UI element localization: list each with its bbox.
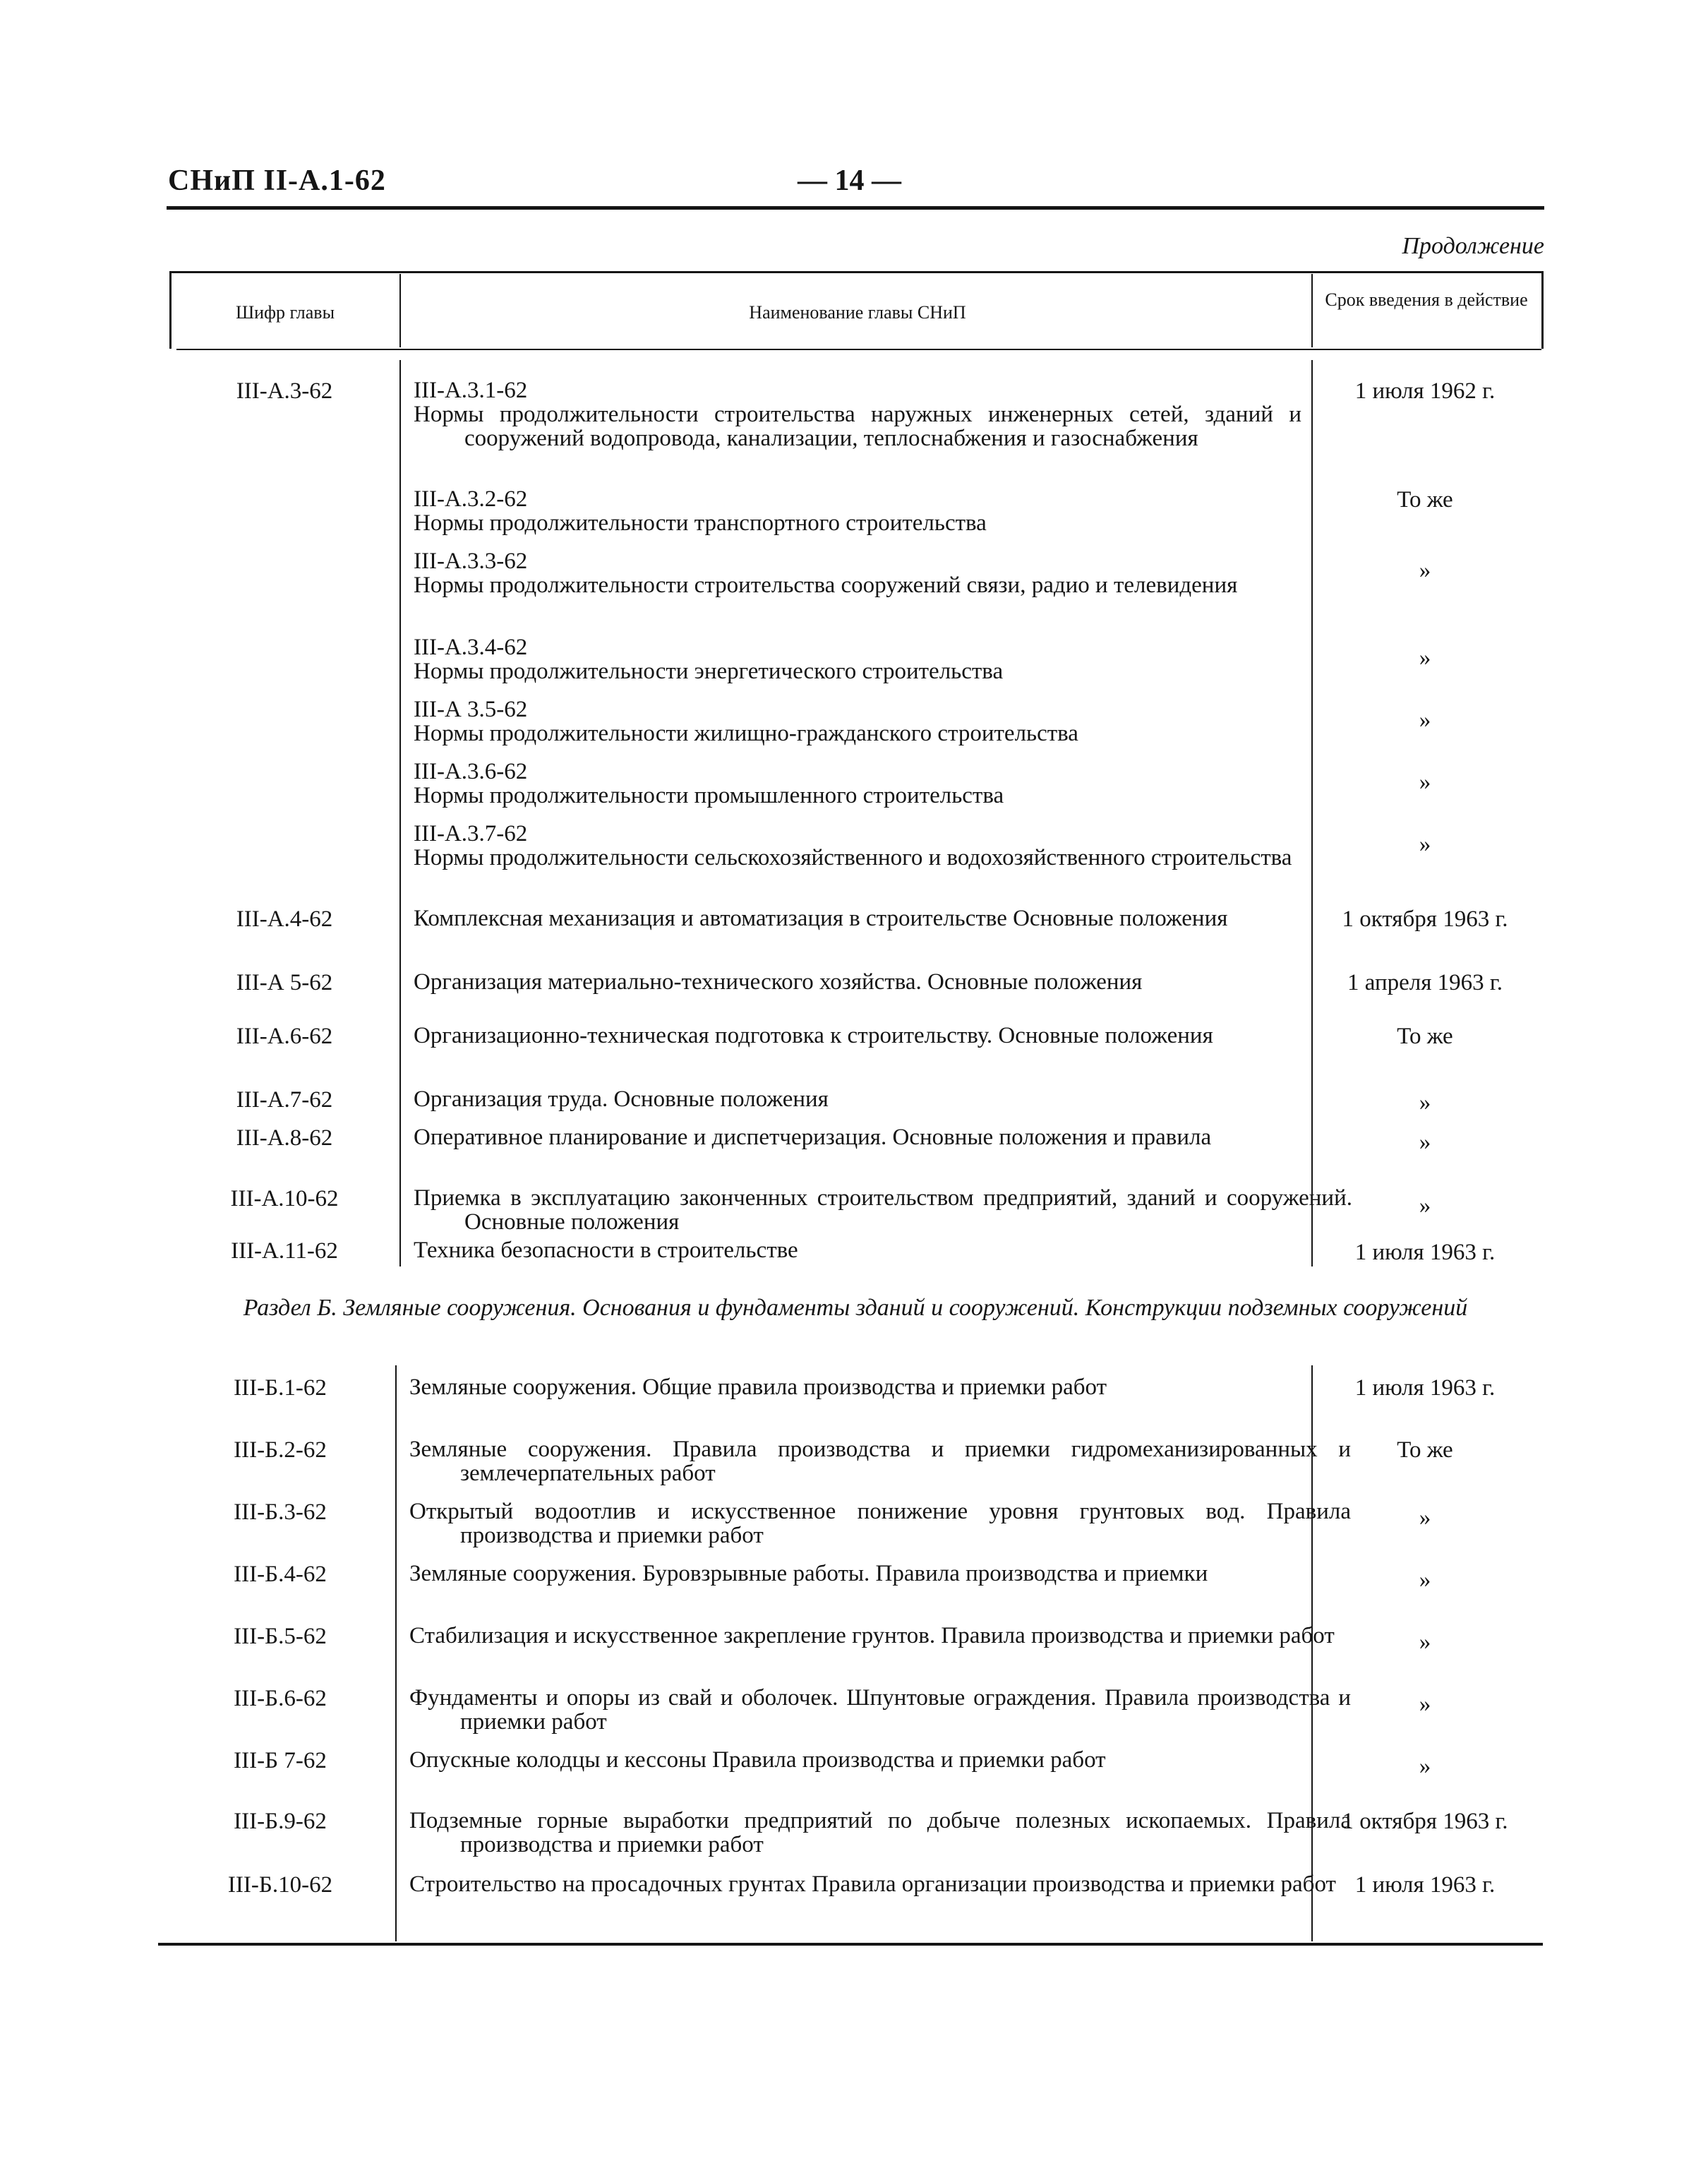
chapter-title: Нормы продолжительности строительства сооружений связи, радио и телевидения (414, 573, 1238, 598)
column-header-name: Наименование главы СНиП (749, 302, 966, 323)
sub-code: III-А.3.6-62 (414, 759, 528, 784)
effective-date: » (1419, 645, 1431, 671)
effective-date: » (1419, 1629, 1431, 1655)
column-divider (399, 274, 401, 347)
sub-code: III-А 3.5-62 (414, 697, 528, 722)
column-header-code: Шифр главы (235, 302, 335, 323)
chapter-title: Земляные сооружения. Правила производства и приемки гидромеханизированных и землечерпательных работ (409, 1437, 1351, 1486)
table-left-border (169, 271, 172, 349)
effective-date: » (1419, 1193, 1431, 1218)
table-right-border (1541, 271, 1544, 349)
table-row-code: III-А.8-62 (236, 1125, 333, 1151)
column-header-date: Срок введения в действие (1325, 289, 1528, 310)
chapter-title: Организация материально-технического хозяйства. Основные положения (414, 969, 1143, 995)
table-row (414, 760, 1301, 808)
table-row-code: III-А.7-62 (236, 1087, 333, 1113)
table-row (414, 549, 1301, 597)
sub-code: III-А.3.2-62 (414, 486, 528, 512)
effective-date: » (1419, 832, 1431, 857)
effective-date: 1 июля 1963 г. (1354, 1240, 1496, 1265)
chapter-title: Оперативное планирование и диспетчеризация. Основные положения и правила (414, 1125, 1212, 1150)
sub-code: III-А.3.4-62 (414, 635, 528, 660)
effective-date: » (1419, 558, 1431, 583)
effective-date: » (1419, 707, 1431, 733)
table-row-code: III-Б.1-62 (234, 1375, 327, 1401)
chapter-title: Открытый водоотлив и искусственное понижение уровня грунтовых вод. Правила производства и приемки работ (409, 1499, 1351, 1548)
effective-date: То же (1397, 1437, 1453, 1463)
chapter-title: Строительство на просадочных грунтах Правила организации производства и приемки работ (409, 1871, 1336, 1897)
table-row-code: III-Б.9-62 (234, 1809, 327, 1834)
chapter-title: Техника безопасности в строительстве (414, 1238, 798, 1263)
effective-date: » (1419, 769, 1431, 795)
page-number: — 14 — (798, 164, 901, 197)
table-row-code: III-Б.4-62 (234, 1562, 327, 1587)
effective-date: 1 июля 1963 г. (1354, 1872, 1496, 1898)
effective-date: 1 октября 1963 г. (1342, 1809, 1508, 1834)
table-row-code: III-Б 7-62 (234, 1748, 327, 1773)
table-row (414, 697, 1301, 745)
table-header-rule (176, 349, 1541, 350)
chapter-title: Нормы продолжительности промышленного строительства (414, 783, 1004, 808)
document-code: СНиП II-А.1-62 (168, 164, 386, 197)
table-row-code: III-А.11-62 (231, 1238, 338, 1264)
table-row (414, 822, 1301, 870)
table-row (414, 487, 1301, 535)
chapter-title: Нормы продолжительности транспортного строительства (414, 510, 987, 536)
section-heading: Раздел Б. Земляные сооружения. Основания и фундаменты зданий и сооружений. Конструкции подземных сооружений (243, 1295, 1468, 1321)
table-row-code: III-А.4-62 (236, 906, 333, 932)
table-row-code: III-А.10-62 (230, 1186, 339, 1211)
table-row-code: III-Б.6-62 (234, 1686, 327, 1711)
effective-date: » (1419, 1567, 1431, 1593)
effective-date: 1 апреля 1963 г. (1347, 970, 1503, 995)
chapter-title: Фундаменты и опоры из свай и оболочек. Шпунтовые ограждения. Правила производства и приемки работ (409, 1685, 1351, 1735)
chapter-title: Организация труда. Основные положения (414, 1086, 829, 1112)
table-row (414, 378, 1301, 450)
effective-date: » (1419, 1691, 1431, 1717)
chapter-title: Земляные сооружения. Буровзрывные работы. Правила производства и приемки (409, 1561, 1208, 1586)
table-row (414, 635, 1301, 683)
effective-date: 1 июля 1962 г. (1354, 378, 1496, 404)
table-row-code: III-Б.3-62 (234, 1499, 327, 1525)
table-row-code: III-Б.5-62 (234, 1624, 327, 1649)
table-row-code: III-А.3-62 (236, 378, 333, 404)
table-row-code: III-А 5-62 (236, 970, 333, 995)
chapter-title: Опускные колодцы и кессоны Правила производства и приемки работ (409, 1747, 1106, 1773)
chapter-title: Приемка в эксплуатацию законченных строительством предприятий, зданий и сооружений. Основные положения (414, 1185, 1352, 1235)
table-row-code: III-А.6-62 (236, 1024, 333, 1049)
table-bottom-border (158, 1943, 1543, 1946)
header-rule (167, 206, 1544, 210)
chapter-title: Стабилизация и искусственное закрепление грунтов. Правила производства и приемки работ (409, 1623, 1335, 1648)
effective-date: » (1419, 1130, 1431, 1155)
effective-date: 1 октября 1963 г. (1342, 906, 1508, 932)
sub-code: III-А.3.1-62 (414, 378, 528, 403)
continuation-label: Продолжение (1402, 233, 1544, 259)
sub-code: III-А.3.3-62 (414, 549, 528, 574)
chapter-title: Земляные сооружения. Общие правила производства и приемки работ (409, 1375, 1107, 1400)
chapter-title: Организационно-техническая подготовка к строительству. Основные положения (414, 1023, 1213, 1048)
effective-date: » (1419, 1505, 1431, 1531)
chapter-title: Комплексная механизация и автоматизация в строительстве Основные положения (414, 906, 1228, 931)
table-row-code: III-Б.2-62 (234, 1437, 327, 1463)
chapter-title: Нормы продолжительности энергетического строительства (414, 659, 1004, 684)
table-top-border (169, 271, 1541, 273)
table-row-code: III-Б.10-62 (227, 1872, 333, 1898)
effective-date: » (1419, 1754, 1431, 1779)
chapter-title: Нормы продолжительности жилищно-гражданского строительства (414, 721, 1078, 746)
sub-code: III-А.3.7-62 (414, 821, 528, 846)
effective-date: » (1419, 1090, 1431, 1115)
effective-date: То же (1397, 487, 1453, 513)
chapter-title: Подземные горные выработки предприятий по добыче полезных ископаемых. Правила производства и приемки работ (409, 1808, 1351, 1857)
column-divider (399, 360, 401, 1266)
chapter-title: Нормы продолжительности строительства наружных инженерных сетей, зданий и сооружений водопровода, канализации, теплоснабжения и газоснабжения (414, 402, 1301, 451)
effective-date: То же (1397, 1024, 1453, 1049)
chapter-title: Нормы продолжительности сельскохозяйственного и водохозяйственного строительства (414, 845, 1292, 870)
effective-date: 1 июля 1963 г. (1354, 1375, 1496, 1401)
